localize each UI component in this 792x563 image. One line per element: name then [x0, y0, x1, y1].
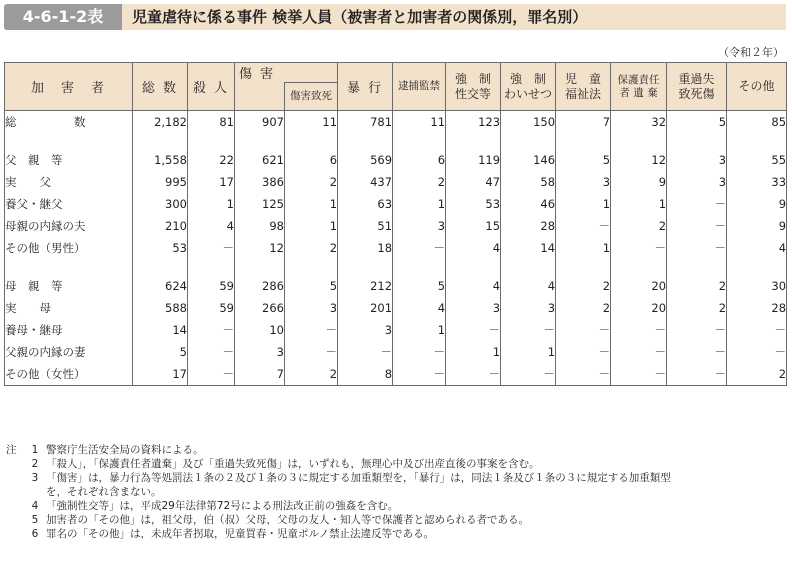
table-cell: 17: [188, 171, 235, 193]
spacer-cell: [285, 259, 338, 275]
table-cell: －: [556, 363, 611, 386]
table-cell: 98: [235, 215, 285, 237]
table-body: [5, 111, 787, 386]
table-cell: 33: [727, 171, 787, 193]
table-cell: －: [556, 341, 611, 363]
spacer-cell: [727, 259, 787, 275]
table-cell: 7: [235, 363, 285, 386]
table-cell: 4: [501, 275, 556, 297]
table-cell: 5: [285, 275, 338, 297]
table-cell: 386: [235, 171, 285, 193]
table-cell: 146: [501, 149, 556, 171]
table-cell: 9: [611, 171, 667, 193]
note-item: [6, 499, 786, 513]
table-cell: 85: [727, 111, 787, 134]
table-row: [5, 215, 787, 237]
spacer-cell: [667, 259, 727, 275]
row-label: 母 親 等: [5, 275, 133, 297]
spacer-cell: [501, 259, 556, 275]
spacer-cell: [188, 259, 235, 275]
spacer-cell: [133, 133, 188, 149]
table-cell: －: [667, 363, 727, 386]
spacer-cell: [446, 133, 501, 149]
spacer-cell: [611, 133, 667, 149]
note-number: 1: [31, 444, 39, 456]
column-header-injury-death: 傷害致死: [285, 83, 338, 111]
table-cell: －: [188, 363, 235, 386]
note-text: を，それぞれ含まない。: [46, 486, 162, 498]
table-row: [5, 363, 787, 386]
table-row: [5, 111, 787, 134]
note-head: [6, 527, 24, 541]
column-header-confinement: 逮捕監禁: [393, 63, 446, 111]
table-cell: －: [188, 341, 235, 363]
table-cell: －: [285, 319, 338, 341]
table-cell: 621: [235, 149, 285, 171]
table-cell: 1: [285, 215, 338, 237]
table-cell: 2: [611, 215, 667, 237]
spacer-cell: [133, 259, 188, 275]
table-cell: 2: [556, 275, 611, 297]
table-cell: 4: [188, 215, 235, 237]
note-text: 罪名の「その他」は，未成年者拐取，児童買春・児童ポルノ禁止法違反等である。: [46, 528, 435, 540]
row-label: 父親の内縁の妻: [5, 341, 133, 363]
table-cell: 15: [446, 215, 501, 237]
note-number: 4: [31, 500, 39, 512]
table-cell: 1: [285, 193, 338, 215]
table-cell: 3: [667, 171, 727, 193]
table-cell: 3: [393, 215, 446, 237]
table-cell: 201: [338, 297, 393, 319]
table-cell: 5: [393, 275, 446, 297]
table-row: [5, 193, 787, 215]
table-cell: 11: [393, 111, 446, 134]
table-cell: 7: [556, 111, 611, 134]
table-row: [5, 297, 787, 319]
table-row: [5, 341, 787, 363]
note-item: [6, 457, 786, 471]
table-cell: 2,182: [133, 111, 188, 134]
note-number: 6: [31, 528, 39, 540]
table-cell: 53: [133, 237, 188, 259]
table-cell: －: [556, 215, 611, 237]
column-header-total: 総 数: [133, 63, 188, 111]
spacer-cell: [285, 133, 338, 149]
table-row: [5, 275, 787, 297]
table-cell: 2: [667, 275, 727, 297]
note-head: [6, 471, 24, 485]
table-cell: 55: [727, 149, 787, 171]
column-header-perpetrator: 加 害 者: [5, 63, 133, 111]
table-cell: －: [338, 341, 393, 363]
table-cell: 210: [133, 215, 188, 237]
row-label: 母親の内縁の夫: [5, 215, 133, 237]
table-cell: －: [667, 319, 727, 341]
column-header-neglect: [611, 63, 667, 111]
table-cell: 11: [285, 111, 338, 134]
table-cell: 30: [727, 275, 787, 297]
table-cell: 437: [338, 171, 393, 193]
column-header-forced-intercourse: [446, 63, 501, 111]
table-cell: －: [727, 341, 787, 363]
table-cell: 5: [667, 111, 727, 134]
table-cell: －: [667, 237, 727, 259]
table-cell: 150: [501, 111, 556, 134]
table-cell: 5: [133, 341, 188, 363]
table-cell: －: [611, 341, 667, 363]
table-cell: 1: [393, 319, 446, 341]
table-cell: 286: [235, 275, 285, 297]
note-text: 「傷害」は，暴力行為等処罰法１条の２及び１条の３に規定する加重類型を，「暴行」は，同法１条及び１条の３に規定する加重類型: [46, 472, 671, 484]
table-cell: 212: [338, 275, 393, 297]
table-cell: 300: [133, 193, 188, 215]
column-header-child-welfare: [556, 63, 611, 111]
table-cell: 2: [285, 363, 338, 386]
table-cell: 20: [611, 275, 667, 297]
row-label: 総 数: [5, 111, 133, 134]
note-text: 「強制性交等」は，平成29年法律第72号による刑法改正前の強姦を含む。: [46, 500, 399, 512]
table-cell: －: [393, 363, 446, 386]
table-row: [5, 149, 787, 171]
table-cell: 4: [727, 237, 787, 259]
table-cell: 119: [446, 149, 501, 171]
table-cell: 3: [667, 149, 727, 171]
header-line: 児 童: [565, 71, 602, 86]
note-item: [6, 471, 786, 485]
table-cell: 1: [393, 193, 446, 215]
table-cell: －: [393, 237, 446, 259]
note-head: [6, 499, 24, 513]
spacer-cell: [188, 133, 235, 149]
table-row: [5, 237, 787, 259]
table-cell: 10: [235, 319, 285, 341]
note-number: [24, 485, 46, 499]
header-line: 者 遺 棄: [619, 86, 658, 99]
table-cell: 53: [446, 193, 501, 215]
table-cell: －: [188, 237, 235, 259]
table-cell: 81: [188, 111, 235, 134]
table-cell: 28: [501, 215, 556, 237]
header-line: 保護責任: [617, 73, 660, 86]
table-cell: 3: [556, 171, 611, 193]
header-line: 性交等: [455, 86, 492, 101]
row-label: 実 母: [5, 297, 133, 319]
header-spacer: [235, 83, 285, 111]
table-cell: －: [556, 319, 611, 341]
column-header-assault: 暴 行: [338, 63, 393, 111]
note-head: [6, 513, 24, 527]
table-cell: 28: [727, 297, 787, 319]
header-line: 強 制: [455, 71, 492, 86]
table-row: [5, 171, 787, 193]
note-item: [6, 485, 786, 499]
table-cell: 125: [235, 193, 285, 215]
table-cell: 14: [501, 237, 556, 259]
note-item: [6, 513, 786, 527]
spacer-cell: [556, 259, 611, 275]
table-cell: 1,558: [133, 149, 188, 171]
note-text: 加害者の「その他」は，祖父母，伯（叔）父母，父母の友人・知人等で保護者と認められる者である。: [46, 514, 529, 526]
note-number: 3: [31, 472, 39, 484]
table-cell: 20: [611, 297, 667, 319]
row-label: その他（男性）: [5, 237, 133, 259]
notes-list: [6, 443, 786, 541]
header-line: 強 制: [510, 71, 547, 86]
table-cell: －: [501, 319, 556, 341]
table-cell: －: [285, 341, 338, 363]
table-cell: 1: [556, 193, 611, 215]
header-line: 福祉法: [565, 86, 602, 101]
table-cell: 2: [727, 363, 787, 386]
row-label: 父 親 等: [5, 149, 133, 171]
table-cell: 46: [501, 193, 556, 215]
table-cell: 22: [188, 149, 235, 171]
table-cell: －: [446, 319, 501, 341]
table-cell: 59: [188, 275, 235, 297]
note-number: 2: [31, 458, 39, 470]
note-head: [6, 457, 24, 471]
spacer-cell: [338, 133, 393, 149]
note-head: [6, 485, 24, 499]
table-number-badge: 4-6-1-2表: [4, 4, 122, 30]
table-cell: 63: [338, 193, 393, 215]
table-cell: －: [393, 341, 446, 363]
note-item: [6, 443, 786, 457]
table-cell: 2: [556, 297, 611, 319]
column-header-murder: 殺 人: [188, 63, 235, 111]
table-cell: －: [501, 363, 556, 386]
table-cell: 18: [338, 237, 393, 259]
table-cell: 1: [446, 341, 501, 363]
table-cell: 781: [338, 111, 393, 134]
table-cell: 5: [556, 149, 611, 171]
spacer-cell: [393, 259, 446, 275]
spacer-cell: [727, 133, 787, 149]
column-header-injury: 傷 害: [235, 63, 338, 83]
table-cell: 2: [285, 237, 338, 259]
table-cell: 6: [285, 149, 338, 171]
table-cell: －: [667, 341, 727, 363]
era-label: （令和２年）: [718, 46, 784, 59]
table-cell: －: [727, 319, 787, 341]
spacer-cell: [235, 259, 285, 275]
table-cell: －: [667, 215, 727, 237]
spacer-cell: [393, 133, 446, 149]
column-header-other: その他: [727, 63, 787, 111]
row-label: その他（女性）: [5, 363, 133, 386]
table-cell: 2: [393, 171, 446, 193]
note-text: 警察庁生活安全局の資料による。: [46, 444, 204, 456]
table-cell: 12: [611, 149, 667, 171]
table-cell: 624: [133, 275, 188, 297]
table-cell: 3: [338, 319, 393, 341]
spacer-cell: [667, 133, 727, 149]
note-item: [6, 527, 786, 541]
row-label: 実 父: [5, 171, 133, 193]
spacer-cell: [5, 133, 133, 149]
table-cell: 9: [727, 215, 787, 237]
table-cell: －: [446, 363, 501, 386]
table-cell: 59: [188, 297, 235, 319]
table-cell: －: [667, 193, 727, 215]
table-cell: 3: [235, 341, 285, 363]
table-cell: 569: [338, 149, 393, 171]
table-cell: 6: [393, 149, 446, 171]
spacer-cell: [556, 133, 611, 149]
data-table: [4, 62, 787, 386]
table-cell: 995: [133, 171, 188, 193]
note-text: 「殺人」，「保護責任者遺棄」及び「重過失致死傷」は，いずれも，無理心中及び出産直後の事案を含む。: [46, 458, 540, 470]
table-cell: 1: [556, 237, 611, 259]
table-row: [5, 319, 787, 341]
header-line: 致死傷: [678, 86, 715, 101]
spacer-row: [5, 259, 787, 275]
table-cell: 9: [727, 193, 787, 215]
table-cell: 2: [667, 297, 727, 319]
table-cell: 4: [446, 275, 501, 297]
spacer-cell: [338, 259, 393, 275]
table-cell: 12: [235, 237, 285, 259]
table-cell: 3: [446, 297, 501, 319]
table-cell: 266: [235, 297, 285, 319]
header-line: わいせつ: [504, 86, 553, 101]
table-cell: 4: [446, 237, 501, 259]
table-cell: －: [188, 319, 235, 341]
spacer-cell: [611, 259, 667, 275]
table-cell: 32: [611, 111, 667, 134]
table-cell: 14: [133, 319, 188, 341]
spacer-row: [5, 133, 787, 149]
spacer-cell: [501, 133, 556, 149]
table-title: 児童虐待に係る事件 検挙人員（被害者と加害者の関係別，罪名別）: [132, 8, 588, 26]
table-cell: 4: [393, 297, 446, 319]
table-cell: －: [611, 363, 667, 386]
table-cell: 58: [501, 171, 556, 193]
note-head: 注: [6, 444, 17, 456]
table-cell: 1: [611, 193, 667, 215]
note-number: 5: [31, 514, 39, 526]
row-label: 養母・継母: [5, 319, 133, 341]
spacer-cell: [446, 259, 501, 275]
table-cell: －: [611, 319, 667, 341]
table-cell: 3: [501, 297, 556, 319]
header-line: 重過失: [678, 71, 715, 86]
table-cell: 8: [338, 363, 393, 386]
column-header-forced-indecency: [501, 63, 556, 111]
table-cell: 47: [446, 171, 501, 193]
spacer-cell: [235, 133, 285, 149]
table-cell: 123: [446, 111, 501, 134]
table-cell: －: [611, 237, 667, 259]
row-label: 養父・継父: [5, 193, 133, 215]
column-header-negligent: [667, 63, 727, 111]
table-cell: 2: [285, 171, 338, 193]
table-cell: 1: [501, 341, 556, 363]
table-cell: 51: [338, 215, 393, 237]
title-bar: [0, 0, 792, 34]
table-cell: 1: [188, 193, 235, 215]
table-cell: 3: [285, 297, 338, 319]
table-cell: 907: [235, 111, 285, 134]
notes: [6, 443, 786, 541]
table-cell: 588: [133, 297, 188, 319]
spacer-cell: [5, 259, 133, 275]
table-cell: 17: [133, 363, 188, 386]
